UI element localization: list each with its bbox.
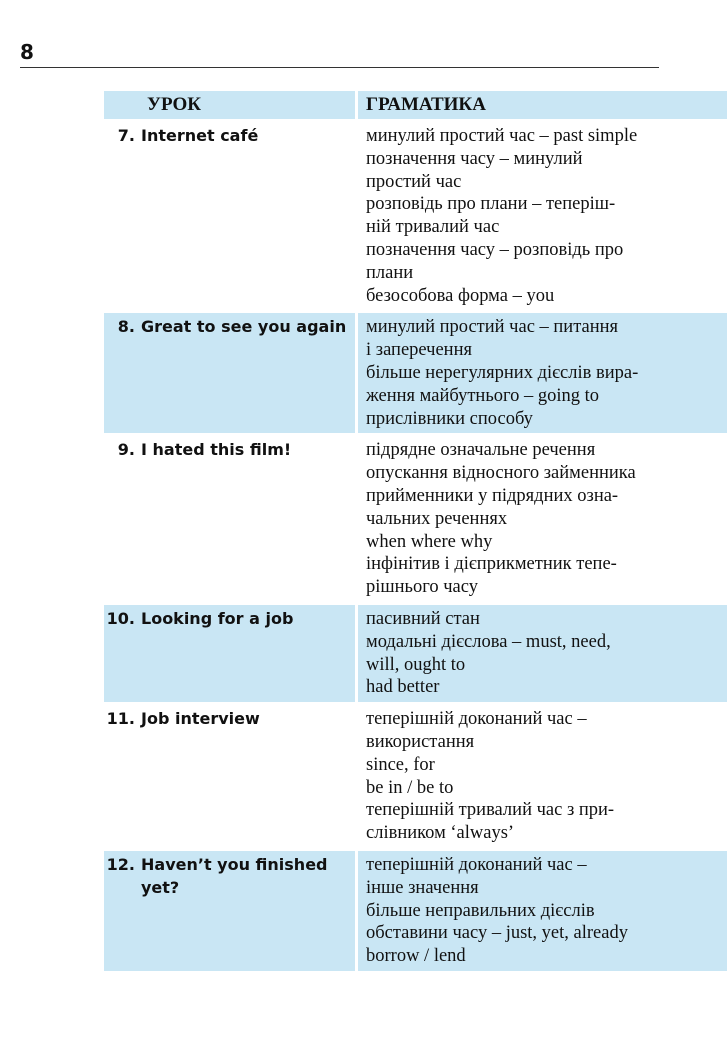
grammar-line: плани	[366, 262, 414, 283]
lesson-number: 7.	[117, 126, 135, 145]
header-rule	[20, 67, 659, 68]
grammar-line: більше нерегулярних дієслів вира-	[366, 362, 639, 383]
grammar-line: since, for	[366, 754, 435, 775]
lesson-number: 10.	[106, 608, 135, 628]
table-row	[104, 605, 727, 705]
grammar-line: позначення часу – минулий	[366, 148, 583, 169]
page-number: 8	[20, 40, 34, 64]
grammar-cell	[355, 436, 727, 602]
grammar-line: пасивний стан	[366, 608, 480, 629]
lesson-title: Job interview	[141, 709, 260, 729]
grammar-cell	[355, 122, 727, 310]
lesson-cell	[104, 122, 355, 310]
grammar-line: використання	[366, 731, 475, 752]
lesson-number: 11.	[106, 709, 135, 729]
lesson-number: 8.	[117, 317, 135, 337]
lesson-title: Internet café	[141, 126, 259, 145]
grammar-line: прийменники у підрядних озна-	[366, 485, 619, 506]
lesson-number: 12.	[106, 854, 135, 874]
grammar-cell	[355, 605, 727, 702]
lesson-table	[104, 91, 727, 974]
lesson-title: Looking for a job	[141, 608, 294, 628]
grammar-line: модальні дієслова – must, need,	[366, 631, 611, 652]
table-header	[104, 91, 727, 122]
grammar-line: інфінітив і дієприкметник тепе-	[366, 554, 617, 575]
grammar-line: be in / be to	[366, 777, 454, 798]
table-row	[104, 851, 727, 974]
table-body	[104, 122, 727, 974]
grammar-cell	[355, 851, 727, 971]
grammar-line: безособова форма – you	[366, 285, 555, 306]
lesson-column-header: УРОК	[147, 94, 201, 115]
grammar-line: ній тривалий час	[366, 217, 500, 238]
grammar-line: минулий простий час – past simple	[366, 126, 638, 146]
lesson-cell	[104, 851, 355, 971]
lesson-title: Haven’t you finished yet?	[141, 854, 328, 897]
grammar-line: простий час	[366, 171, 462, 192]
grammar-line: borrow / lend	[366, 946, 466, 967]
lesson-title: Great to see you again	[141, 317, 347, 337]
grammar-line: минулий простий час – питання	[366, 317, 619, 338]
table-row	[104, 122, 727, 313]
grammar-line: розповідь про плани – теперіш-	[366, 194, 616, 215]
lesson-number: 9.	[117, 440, 135, 460]
grammar-line: had better	[366, 677, 440, 698]
grammar-line: чальних реченнях	[366, 508, 508, 529]
grammar-line: опускання відносного займенника	[366, 463, 636, 484]
grammar-column-header: ГРАМАТИКА	[355, 91, 727, 119]
table-row	[104, 313, 727, 436]
grammar-line: позначення часу – розповідь про	[366, 239, 624, 260]
grammar-line: will, ought to	[366, 654, 466, 675]
grammar-line: підрядне означальне речення	[366, 440, 596, 461]
grammar-line: більше неправильних дієслів	[366, 900, 595, 921]
grammar-line: when where why	[366, 531, 493, 552]
grammar-line: прислівники способу	[366, 408, 533, 429]
table-row	[104, 705, 727, 851]
grammar-line: теперішній доконаний час –	[366, 854, 587, 875]
lesson-title: I hated this film!	[141, 440, 292, 460]
grammar-cell	[355, 313, 727, 433]
grammar-line: інше значення	[366, 877, 479, 898]
grammar-line: слівником ‘always’	[366, 823, 515, 844]
grammar-line: теперішній доконаний час –	[366, 709, 587, 730]
grammar-line: і заперечення	[366, 340, 472, 361]
table-row	[104, 436, 727, 605]
lesson-cell	[104, 705, 355, 848]
grammar-line: ження майбутнього – going to	[366, 385, 600, 406]
grammar-cell	[355, 705, 727, 848]
grammar-line: обставини часу – just, yet, already	[366, 923, 628, 944]
lesson-cell	[104, 313, 355, 433]
grammar-line: рішнього часу	[366, 577, 478, 598]
lesson-cell	[104, 436, 355, 602]
lesson-cell	[104, 605, 355, 702]
grammar-line: теперішній тривалий час з при-	[366, 800, 615, 821]
